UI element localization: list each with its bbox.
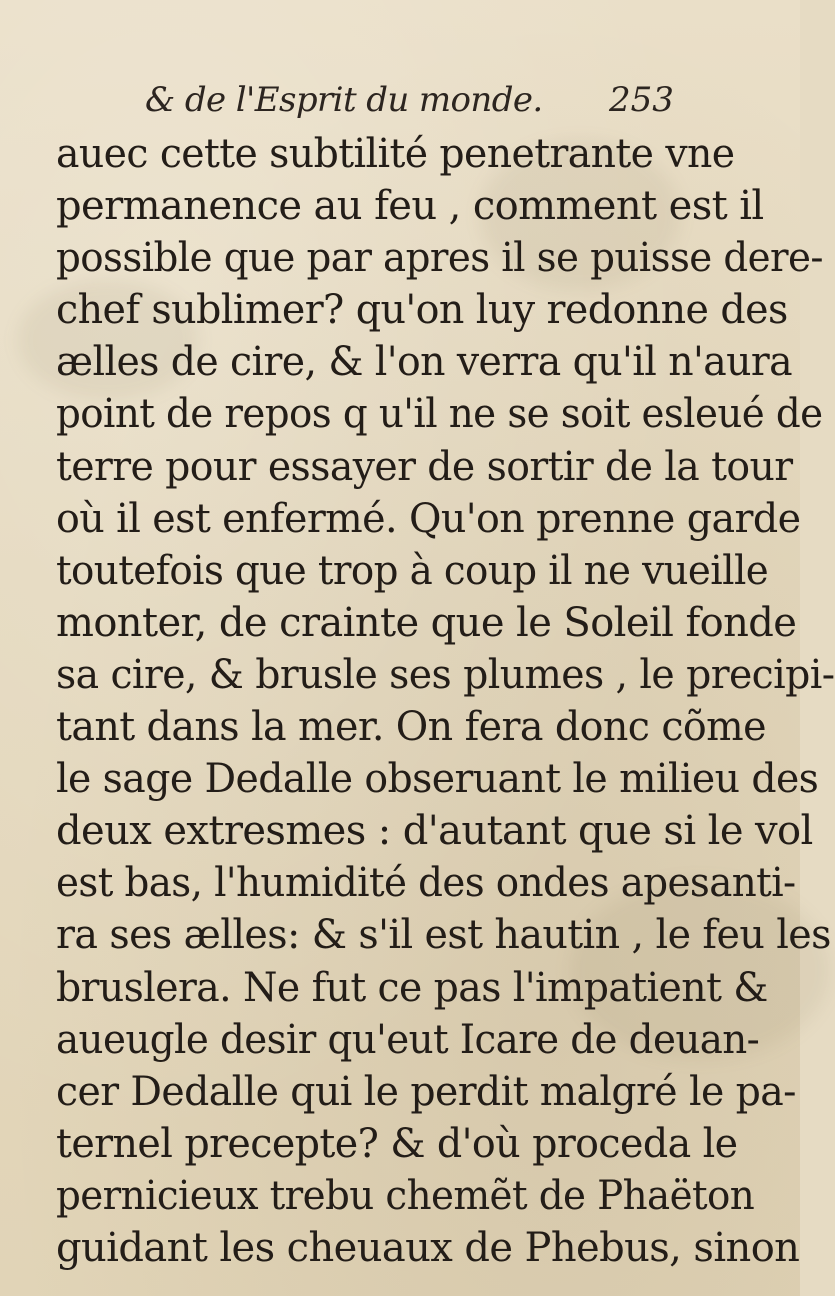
text-line: possible que par apres il se puisse dere-: [56, 235, 823, 282]
text-line: guidant les cheuaux de Phebus, sinon: [56, 1224, 800, 1271]
text-line: deux extresmes : d'autant que si le vol: [56, 808, 813, 855]
text-line: ternel precepte? & d'où proceda le: [56, 1120, 738, 1167]
body-text: [56, 128, 835, 1274]
text-line: cer Dedalle qui le perdit malgré le pa-: [56, 1068, 796, 1115]
text-line: tant dans la mer. On fera donc cõme: [56, 704, 766, 751]
text-line: monter, de crainte que le Soleil fonde: [56, 599, 797, 646]
text-line: auec cette subtilité penetrante vne: [56, 131, 735, 177]
running-header: [145, 78, 685, 128]
text-line: terre pour essayer de sortir de la tour: [56, 443, 793, 490]
page-number: 253: [609, 80, 674, 120]
text-line: sa cire, & brusle ses plumes , le precipi-: [56, 651, 835, 698]
text-line: aueugle desir qu'eut Icare de deuan-: [56, 1016, 760, 1063]
text-line: pernicieux trebu chemẽt de Phaëton: [56, 1172, 755, 1219]
text-line: point de repos q u'il ne se soit esleué de: [56, 391, 823, 438]
text-line: ra ses ælles: & s'il est hautin , le feu les: [56, 912, 831, 959]
text-line: permanence au feu , comment est il: [56, 183, 764, 230]
running-title: & de l'Esprit du monde.: [145, 80, 543, 120]
text-line: chef sublimer? qu'on luy redonne des: [56, 287, 788, 334]
text-line: ælles de cire, & l'on verra qu'il n'aura: [56, 339, 793, 386]
text-line: est bas, l'humidité des ondes apesanti-: [56, 860, 796, 907]
text-line: bruslera. Ne fut ce pas l'impatient &: [56, 964, 768, 1011]
text-line: où il est enfermé. Qu'on prenne garde: [56, 495, 801, 542]
text-line: le sage Dedalle obseruant le milieu des: [56, 756, 819, 803]
text-line: toutefois que trop à coup il ne vueille: [56, 547, 769, 594]
